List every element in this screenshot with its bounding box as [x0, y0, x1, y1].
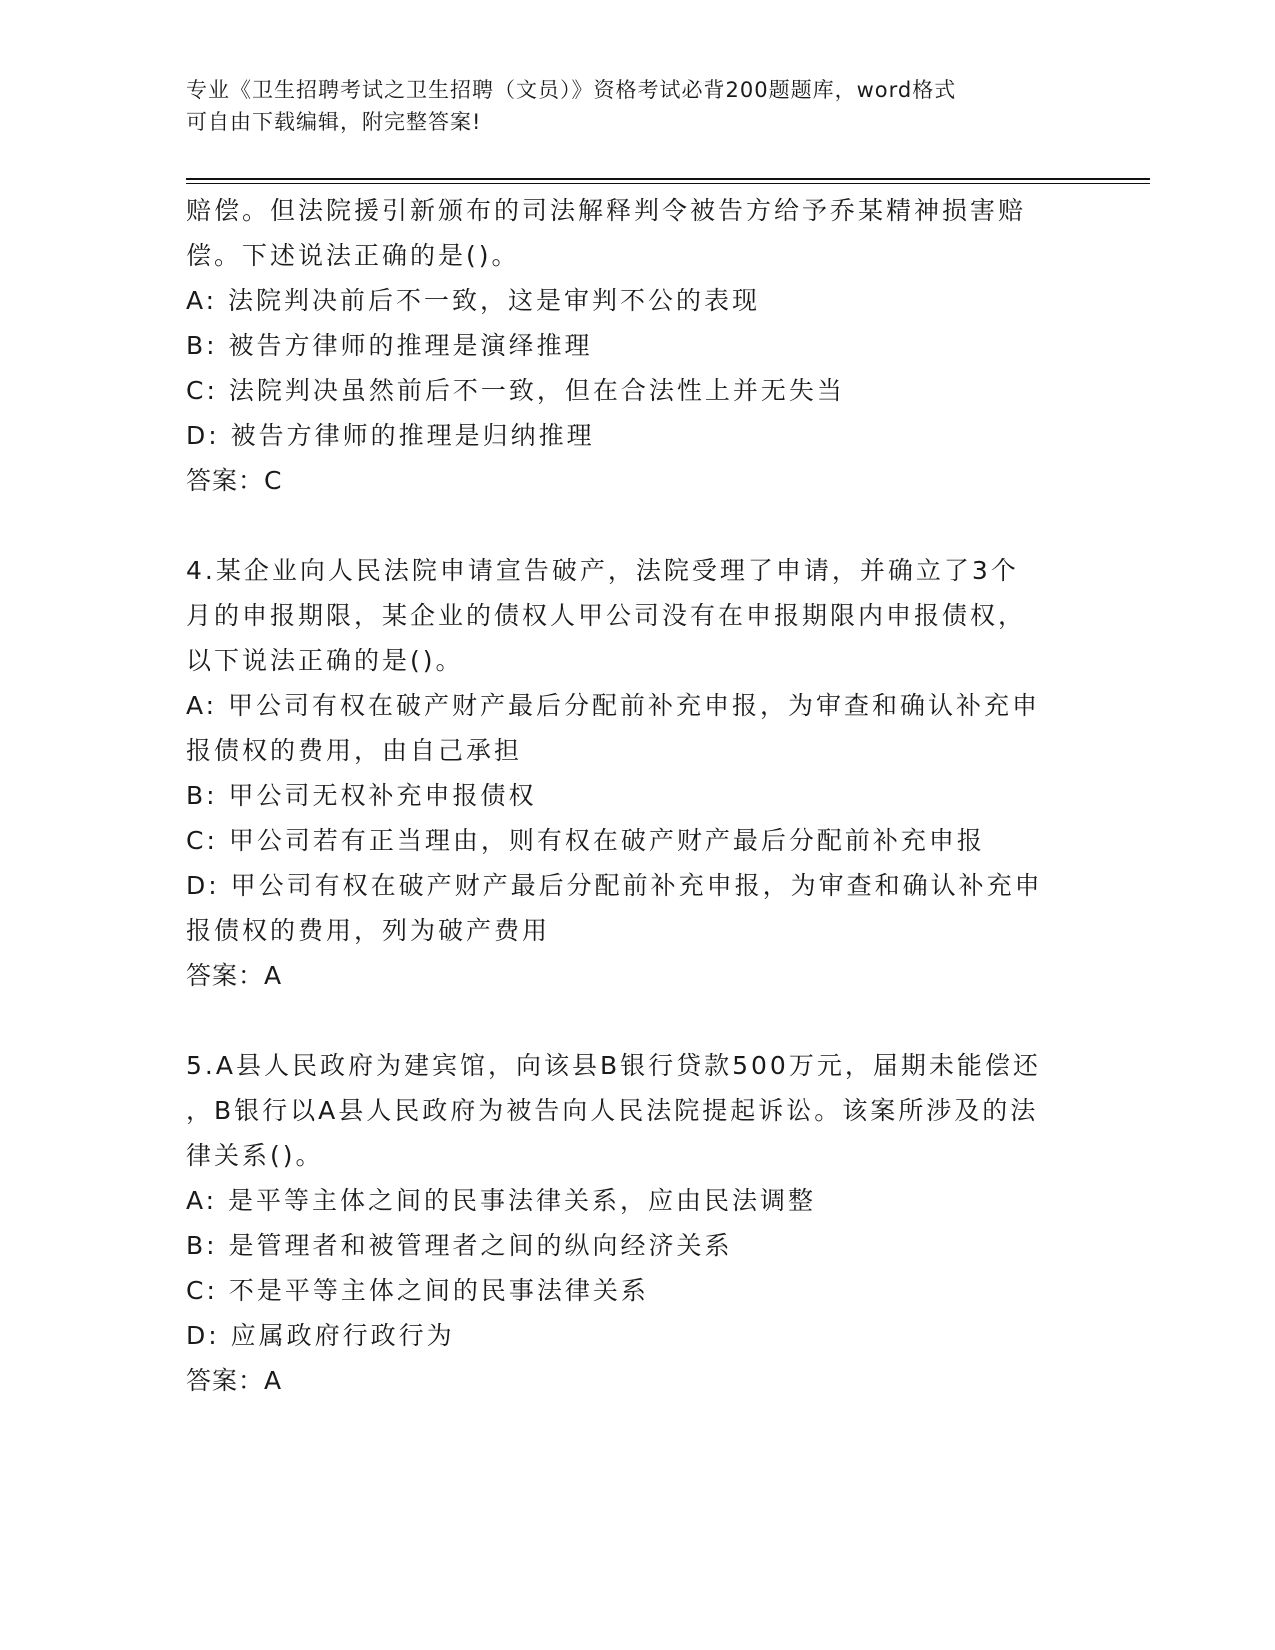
question-stem-line: 5.A县人民政府为建宾馆，向该县B银行贷款500万元，届期未能偿还 — [186, 1051, 1041, 1080]
option-a: A: 是平等主体之间的民事法律关系，应由民法调整 — [186, 1186, 817, 1215]
option-d: D: 应属政府行政行为 — [186, 1321, 455, 1350]
question-stem-line: 以下说法正确的是()。 — [186, 646, 464, 675]
question-stem-line: ，B银行以A县人民政府为被告向人民法院提起诉讼。该案所涉及的法 — [186, 1096, 1039, 1125]
spacer — [186, 503, 1086, 548]
question-stem-line: 月的申报期限，某企业的债权人甲公司没有在申报期限内申报债权， — [186, 601, 1027, 630]
option-d-continued: 报债权的费用，列为破产费用 — [186, 916, 551, 945]
header-line-1: 专业《卫生招聘考试之卫生招聘（文员）》资格考试必背200题题库，word格式 — [186, 78, 957, 102]
document-header — [186, 74, 1086, 138]
option-a: A: 法院判决前后不一致，这是审判不公的表现 — [186, 286, 761, 315]
option-b: B: 被告方律师的推理是演绎推理 — [186, 331, 593, 360]
document-body — [186, 188, 1086, 1403]
question-stem-line: 赔偿。但法院援引新颁布的司法解释判令被告方给予乔某精神损害赔 — [186, 196, 1027, 225]
answer-line: 答案：A — [186, 1366, 283, 1395]
option-c: C: 甲公司若有正当理由，则有权在破产财产最后分配前补充申报 — [186, 826, 985, 855]
header-divider-thin — [186, 183, 1150, 184]
option-d: D: 被告方律师的推理是归纳推理 — [186, 421, 595, 450]
question-stem-line: 4.某企业向人民法院申请宣告破产，法院受理了申请，并确立了3个 — [186, 556, 1019, 585]
question-5 — [186, 1043, 1086, 1403]
question-4 — [186, 548, 1086, 998]
question-stem-line: 偿。下述说法正确的是()。 — [186, 241, 520, 270]
option-c: C: 法院判决虽然前后不一致，但在合法性上并无失当 — [186, 376, 845, 405]
option-a: A: 甲公司有权在破产财产最后分配前补充申报，为审查和确认补充申 — [186, 691, 1041, 720]
header-line-2: 可自由下载编辑，附完整答案! — [186, 110, 482, 134]
option-d: D: 甲公司有权在破产财产最后分配前补充申报，为审查和确认补充申 — [186, 871, 1043, 900]
answer-line: 答案：C — [186, 466, 283, 495]
question-3 — [186, 188, 1086, 503]
option-a-continued: 报债权的费用，由自己承担 — [186, 736, 523, 765]
option-c: C: 不是平等主体之间的民事法律关系 — [186, 1276, 649, 1305]
option-b: B: 是管理者和被管理者之间的纵向经济关系 — [186, 1231, 733, 1260]
question-stem-line: 律关系()。 — [186, 1141, 324, 1170]
spacer — [186, 998, 1086, 1043]
option-b: B: 甲公司无权补充申报债权 — [186, 781, 537, 810]
answer-line: 答案：A — [186, 961, 283, 990]
header-divider-thick — [186, 178, 1150, 180]
